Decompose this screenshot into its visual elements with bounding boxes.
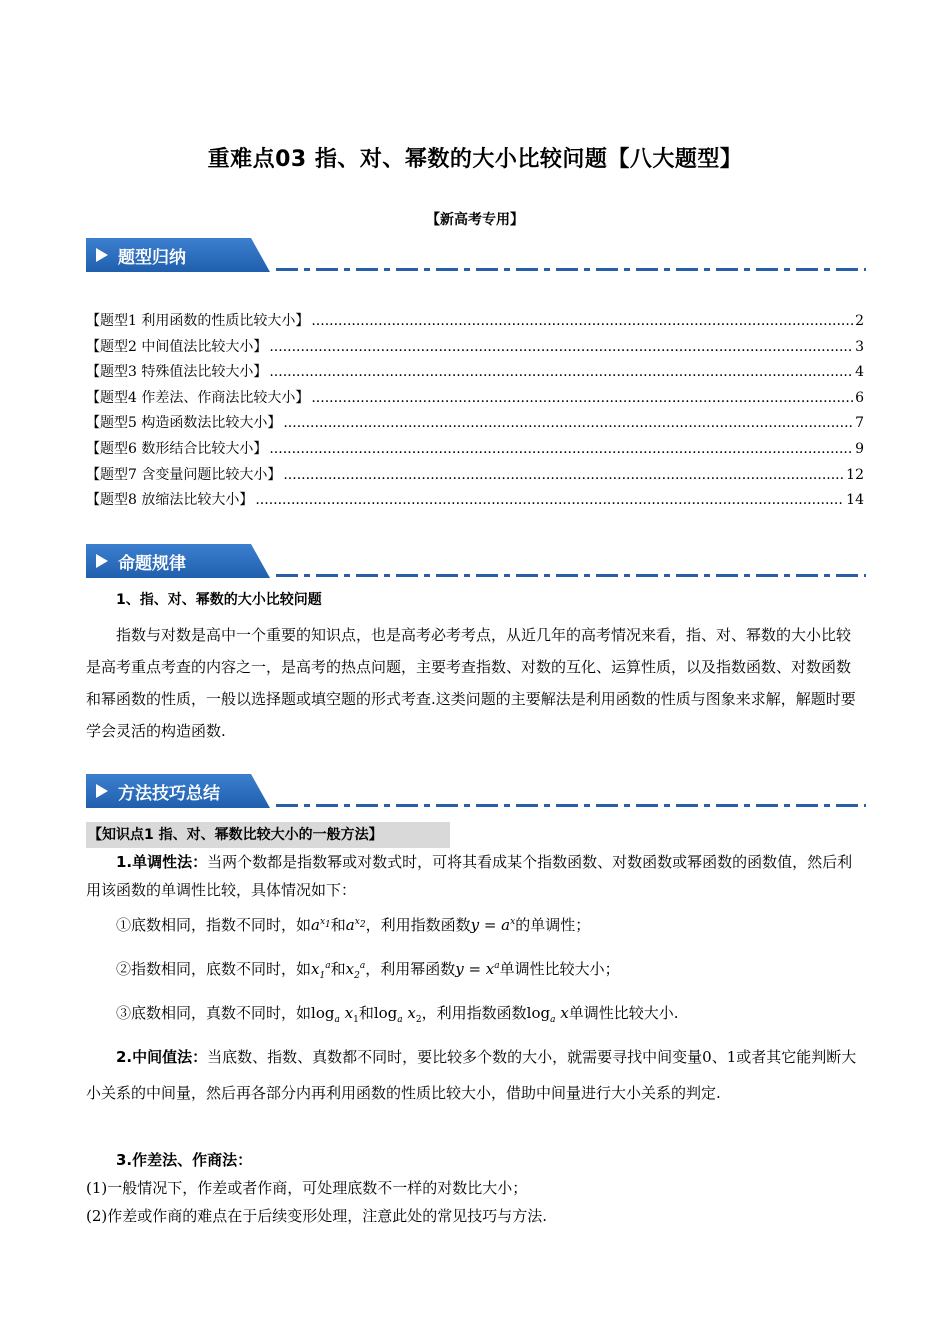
toc-label: 【题型7 含变量问题比较大小】 xyxy=(86,466,282,483)
toc-entry[interactable] xyxy=(86,361,864,387)
case1-pre: ①底数相同，指数不同时，如 xyxy=(116,916,312,934)
toc-label: 【题型2 中间值法比较大小】 xyxy=(86,338,268,355)
dashed-rule xyxy=(276,804,866,807)
banner-label: 方法技巧总结 xyxy=(118,784,220,804)
section-banner-rules xyxy=(86,544,876,578)
section-banner-summary xyxy=(86,238,876,272)
case2-and: 和 xyxy=(330,960,346,978)
toc-label: 【题型3 特殊值法比较大小】 xyxy=(86,364,268,381)
toc-page: 6 xyxy=(855,389,864,406)
case1-line: ①底数相同，指数不同时，如$a^{x_1}$和$a^{x_2}$，利用指数函数$y = a^x$的单调性； xyxy=(116,916,591,934)
math-log-x2: $\log_a x_2$ xyxy=(373,1004,422,1025)
toc-leader xyxy=(283,467,844,483)
page-title: 重难点03 指、对、幂数的大小比较问题【八大题型】 xyxy=(207,147,743,172)
case3-post: 单调性比较大小. xyxy=(568,1004,679,1022)
toc-page: 3 xyxy=(855,338,864,355)
case2-post: 单调性比较大小； xyxy=(499,960,620,978)
method1-title: 1.单调性法： xyxy=(116,853,208,871)
method3-line1: (1)一般情况下，作差或者作商，可处理底数不一样的对数比大小； xyxy=(86,1179,528,1197)
method3-title: 3.作差法、作商法： xyxy=(116,1151,253,1169)
math-x1-a: $x_1^a$ xyxy=(311,960,331,981)
toc-leader xyxy=(311,390,853,406)
toc-page: 14 xyxy=(846,492,864,509)
toc-label: 【题型6 数形结合比较大小】 xyxy=(86,440,268,457)
dashed-rule xyxy=(276,268,866,271)
toc-entry[interactable] xyxy=(86,438,864,464)
method1-paragraph xyxy=(86,848,864,904)
method3-line2: (2)作差或作商的难点在于后续变形处理，注意此处的常见技巧与方法. xyxy=(86,1207,548,1225)
case3-mid: ，利用指数函数 xyxy=(421,1004,527,1022)
toc-page: 2 xyxy=(855,313,864,329)
math-y-eq-x-a: y xyxy=(455,960,464,978)
math-a-x1: $a^{x_1}$ xyxy=(311,916,331,934)
method2-body: 当底数、指数、真数都不同时，要比较多个数的大小，就需要寻找中间变量0、1或者其它能判断大小关系的中间量，然后再各部分内再利用函数的性质比较大小，借助中间量进行大小关系的判定. xyxy=(86,1048,857,1102)
case1-and: 和 xyxy=(330,916,346,934)
method1-body: 当两个数都是指数幂或对数式时，可将其看成某个指数函数、对数函数或幂函数的函数值，然后利用该函数的单调性比较，具体情况如下： xyxy=(86,853,853,899)
toc-page: 4 xyxy=(855,364,864,381)
toc-page: 7 xyxy=(855,415,864,432)
dashed-rule xyxy=(276,574,866,577)
toc-label: 【题型5 构造函数法比较大小】 xyxy=(86,415,282,432)
toc-leader xyxy=(283,415,853,431)
banner-label: 命题规律 xyxy=(118,554,186,574)
play-arrow-icon xyxy=(96,248,108,262)
toc-entry[interactable] xyxy=(86,387,864,413)
toc-entry[interactable] xyxy=(86,464,864,490)
toc-leader xyxy=(255,492,844,508)
toc-entry[interactable] xyxy=(86,412,864,438)
toc-label: 【题型4 作差法、作商法比较大小】 xyxy=(86,389,310,406)
section-banner-methods xyxy=(86,774,876,808)
rules-heading: 1、指、对、幂数的大小比较问题 xyxy=(116,592,322,608)
math-a-x2: $a^{x_2}$ xyxy=(345,916,366,934)
toc-leader xyxy=(269,339,853,355)
play-arrow-icon xyxy=(96,554,108,568)
toc-page: 9 xyxy=(855,440,864,457)
case2-mid: ，利用幂函数 xyxy=(365,960,456,978)
knowledge-point-bar: 【知识点1 指、对、幂数比较大小的一般方法】 xyxy=(86,822,450,848)
toc-leader xyxy=(269,364,853,380)
banner-label: 题型归纳 xyxy=(118,248,186,268)
toc-leader xyxy=(269,441,853,457)
math-x2-a: $x_2^a$ xyxy=(345,960,366,981)
math-log-x: $\log_a x$ xyxy=(526,1004,569,1025)
play-arrow-icon xyxy=(96,784,108,798)
case1-mid: ，利用指数函数 xyxy=(365,916,471,934)
math-y-eq-a-x: y xyxy=(470,916,480,934)
toc-leader xyxy=(311,313,853,329)
toc-entry[interactable] xyxy=(86,310,864,336)
math-log-x1: $\log_a x_1$ xyxy=(311,1004,359,1025)
table-of-contents xyxy=(86,310,864,515)
toc-label: 【题型8 放缩法比较大小】 xyxy=(86,492,254,509)
toc-entry[interactable] xyxy=(86,336,864,362)
method2-paragraph xyxy=(86,1039,864,1111)
toc-entry[interactable] xyxy=(86,489,864,515)
case3-line xyxy=(116,1002,678,1025)
case3-and: 和 xyxy=(358,1004,374,1022)
method2-title: 2.中间值法： xyxy=(116,1048,208,1066)
page-subtitle: 【新高考专用】 xyxy=(426,212,524,228)
case2-line: ②指数相同，底数不同时，如$x_1^a$和$x_2^a$，利用幂函数$y = x^a$单调性比较大小； xyxy=(116,960,620,981)
toc-page: 12 xyxy=(846,466,864,483)
case3-pre: ③底数相同，真数不同时，如 xyxy=(116,1004,312,1022)
toc-label: 【题型1 利用函数的性质比较大小】 xyxy=(86,313,310,329)
rules-body: 指数与对数是高中一个重要的知识点，也是高考必考考点，从近几年的高考情况来看，指、对、幂数的大小比较是高考重点考查的内容之一，是高考的热点问题，主要考查指数、对数的互化、运算性质，以及指数函数、对数函数和幂函数的性质，一般以选择题或填空题的形式考查.这类问题的主要解法是利用函数的性质与图象来求解，解题时要学会灵活的构造函数. xyxy=(86,626,856,740)
case2-pre: ②指数相同，底数不同时，如 xyxy=(116,960,312,978)
case1-post: 的单调性； xyxy=(515,916,591,934)
